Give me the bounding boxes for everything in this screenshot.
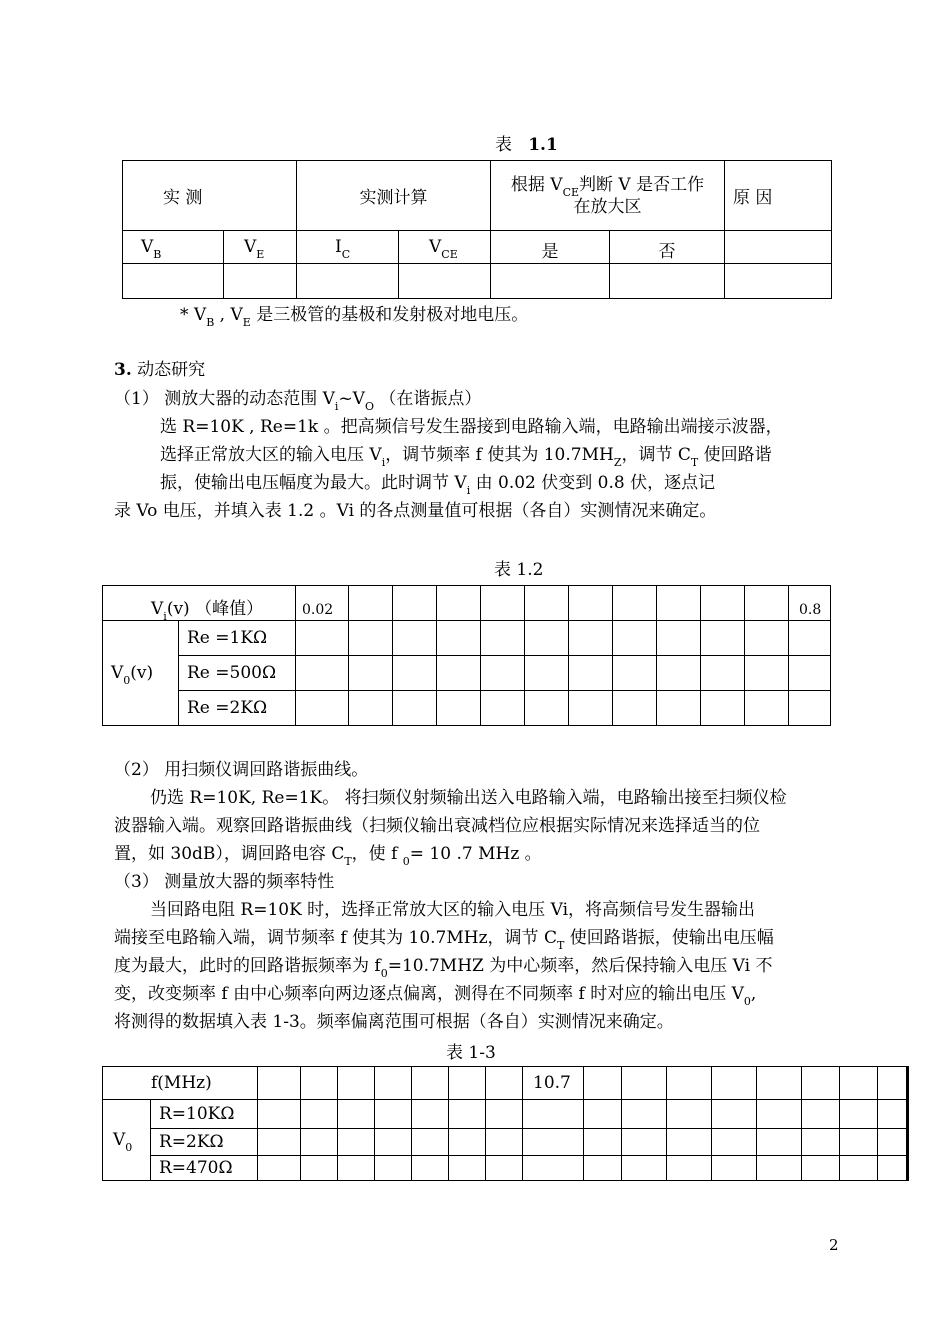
data-cell bbox=[449, 1129, 486, 1156]
vi-cell bbox=[393, 586, 437, 621]
data-cell bbox=[491, 264, 610, 299]
freq-cell bbox=[622, 1067, 667, 1100]
data-cell bbox=[523, 1156, 584, 1181]
data-cell bbox=[338, 1100, 375, 1129]
data-cell bbox=[297, 264, 399, 299]
data-cell bbox=[701, 621, 745, 656]
data-cell bbox=[667, 1156, 712, 1181]
empty-cell bbox=[725, 231, 832, 264]
part-1-line-4: 录 Vo 电压，并填入表 1.2 。Vi 的各点测量值可根据（各自）实测情况来确定。 bbox=[114, 501, 717, 521]
data-cell bbox=[584, 1100, 622, 1129]
data-cell bbox=[523, 1129, 584, 1156]
vi-cell bbox=[481, 586, 525, 621]
data-cell bbox=[399, 264, 491, 299]
header-yes: 是 bbox=[491, 231, 610, 264]
data-cell bbox=[481, 656, 525, 691]
data-cell bbox=[745, 691, 789, 726]
data-cell bbox=[301, 1129, 338, 1156]
part-1-line-1: 选 R=10K , Re=1k 。把高频信号发生器接到电路输入端，电路输出端接示波器， bbox=[160, 417, 783, 437]
data-cell bbox=[757, 1100, 802, 1129]
data-cell bbox=[840, 1156, 878, 1181]
data-cell bbox=[258, 1156, 301, 1181]
data-cell bbox=[525, 691, 569, 726]
data-cell bbox=[878, 1129, 908, 1156]
part-2-line-1: 仍选 R=10K, Re=1K。 将扫频仪射频输出送入电路输入端，电路输出接至扫频仪检 bbox=[150, 788, 787, 808]
data-cell bbox=[437, 656, 481, 691]
header-no: 否 bbox=[610, 231, 725, 264]
center-frequency: 10.7 bbox=[523, 1067, 584, 1100]
freq-cell bbox=[667, 1067, 712, 1100]
row-label-r-470: R=470Ω bbox=[151, 1156, 258, 1181]
data-cell bbox=[258, 1100, 301, 1129]
data-cell bbox=[301, 1100, 338, 1129]
header-judge: 根据 $V_{CE}$判断 V 是否工作 在放大区 bbox=[491, 161, 725, 231]
data-cell bbox=[757, 1129, 802, 1156]
header-ic: $I_C$ bbox=[297, 231, 399, 264]
part-1-line-3: 振，使输出电压幅度为最大。此时调节 $V_i$ 由 0.02 伏变到 0.8 伏，逐点记 bbox=[160, 473, 716, 497]
row-label-re-500: Re =500Ω bbox=[179, 656, 296, 691]
data-cell bbox=[745, 656, 789, 691]
data-cell bbox=[840, 1129, 878, 1156]
data-cell bbox=[569, 691, 613, 726]
vi-cell bbox=[525, 586, 569, 621]
data-cell bbox=[523, 1100, 584, 1129]
freq-cell bbox=[712, 1067, 757, 1100]
data-cell bbox=[613, 621, 657, 656]
data-cell bbox=[338, 1156, 375, 1181]
vi-first-value: 0.02 bbox=[296, 586, 349, 621]
part-2-line-2: 波器输入端。观察回路谐振曲线（扫频仪输出衰减档位应根据实际情况来选择适当的位 bbox=[114, 816, 760, 836]
table-1-1-caption: 表 1.1 bbox=[495, 135, 558, 155]
data-cell bbox=[481, 691, 525, 726]
data-cell bbox=[613, 656, 657, 691]
data-cell bbox=[712, 1156, 757, 1181]
header-ve: $V_E$ bbox=[224, 231, 297, 264]
header-vce: $V_{CE}$ bbox=[399, 231, 491, 264]
freq-cell bbox=[301, 1067, 338, 1100]
data-cell bbox=[712, 1129, 757, 1156]
data-cell bbox=[412, 1156, 449, 1181]
data-cell bbox=[657, 621, 701, 656]
data-cell bbox=[622, 1156, 667, 1181]
data-cell bbox=[613, 691, 657, 726]
freq-cell bbox=[375, 1067, 412, 1100]
freq-cell bbox=[878, 1067, 908, 1100]
freq-cell bbox=[802, 1067, 840, 1100]
data-cell bbox=[802, 1100, 840, 1129]
v0-label: $V_0(v)$ bbox=[103, 621, 179, 726]
freq-cell bbox=[840, 1067, 878, 1100]
table-1-1 bbox=[122, 160, 832, 299]
freq-cell bbox=[258, 1067, 301, 1100]
part-2-line-3: 置，如 30dB），调回路电容 $C_T$，使 f $_0$= 10 .7 MHz 。 bbox=[114, 844, 542, 868]
part-3-line-1: 当回路电阻 R=10K 时，选择正常放大区的输入电压 Vi，将高频信号发生器输出 bbox=[150, 900, 756, 920]
vi-cell bbox=[613, 586, 657, 621]
data-cell bbox=[789, 621, 831, 656]
data-cell bbox=[657, 691, 701, 726]
data-cell bbox=[375, 1100, 412, 1129]
v0-label: $V_0$ bbox=[103, 1100, 151, 1181]
table-1-2-caption: 表 1.2 bbox=[494, 560, 544, 580]
data-cell bbox=[481, 621, 525, 656]
data-cell bbox=[840, 1100, 878, 1129]
vi-cell bbox=[349, 586, 393, 621]
data-cell bbox=[449, 1156, 486, 1181]
freq-cell bbox=[449, 1067, 486, 1100]
data-cell bbox=[296, 621, 349, 656]
data-cell bbox=[802, 1129, 840, 1156]
data-cell bbox=[393, 656, 437, 691]
part-2-heading: （2） 用扫频仪调回路谐振曲线。 bbox=[114, 760, 369, 780]
data-cell bbox=[745, 621, 789, 656]
data-cell bbox=[412, 1100, 449, 1129]
vi-cell bbox=[437, 586, 481, 621]
freq-cell bbox=[338, 1067, 375, 1100]
vi-cell bbox=[569, 586, 613, 621]
data-cell bbox=[569, 656, 613, 691]
data-cell bbox=[349, 656, 393, 691]
part-3-line-2: 端接至电路输入端，调节频率 f 使其为 10.7MHz，调节 $C_T$ 使回路谐振，使输出电压幅 bbox=[114, 928, 774, 952]
row-label-r-10k: R=10KΩ bbox=[151, 1100, 258, 1129]
data-cell bbox=[584, 1129, 622, 1156]
header-vb: $V_B$ bbox=[123, 231, 224, 264]
vi-peak-header: $V_i(v)$ （峰值） bbox=[103, 586, 296, 621]
data-cell bbox=[349, 691, 393, 726]
data-cell bbox=[622, 1100, 667, 1129]
data-cell bbox=[412, 1129, 449, 1156]
vi-cell bbox=[657, 586, 701, 621]
data-cell bbox=[296, 656, 349, 691]
table-1-3-caption: 表 1-3 bbox=[446, 1043, 496, 1063]
part-2-block bbox=[114, 756, 842, 868]
data-cell bbox=[569, 621, 613, 656]
data-cell bbox=[610, 264, 725, 299]
data-cell bbox=[584, 1156, 622, 1181]
vi-last-value: 0.8 bbox=[789, 586, 831, 621]
data-cell bbox=[789, 691, 831, 726]
data-cell bbox=[486, 1100, 523, 1129]
part-1-block bbox=[114, 385, 842, 525]
data-cell bbox=[301, 1156, 338, 1181]
data-cell bbox=[657, 656, 701, 691]
data-cell bbox=[757, 1156, 802, 1181]
header-calculated: 实测计算 bbox=[297, 161, 491, 231]
data-cell bbox=[878, 1156, 908, 1181]
vi-cell bbox=[745, 586, 789, 621]
table-1-3 bbox=[102, 1066, 909, 1181]
vi-cell bbox=[701, 586, 745, 621]
header-reason: 原 因 bbox=[725, 161, 832, 231]
data-cell bbox=[375, 1156, 412, 1181]
data-cell bbox=[525, 656, 569, 691]
part-3-line-5: 将测得的数据填入表 1-3。频率偏离范围可根据（各自）实测情况来确定。 bbox=[114, 1012, 674, 1032]
freq-header: f(MHz) bbox=[103, 1067, 258, 1100]
data-cell bbox=[725, 264, 832, 299]
freq-cell bbox=[584, 1067, 622, 1100]
data-cell bbox=[622, 1129, 667, 1156]
page-number: 2 bbox=[829, 1236, 839, 1254]
part-3-line-3: 度为最大，此时的回路谐振频率为 $f_0=10.7MHZ$ 为中心频率，然后保持输入电压 Vi 不 bbox=[114, 956, 773, 980]
data-cell bbox=[667, 1100, 712, 1129]
data-cell bbox=[525, 621, 569, 656]
data-cell bbox=[393, 691, 437, 726]
data-cell bbox=[349, 621, 393, 656]
table-1-2 bbox=[102, 585, 831, 726]
data-cell bbox=[437, 691, 481, 726]
data-cell bbox=[449, 1100, 486, 1129]
row-label-r-2k: R=2KΩ bbox=[151, 1129, 258, 1156]
data-cell bbox=[701, 656, 745, 691]
freq-cell bbox=[757, 1067, 802, 1100]
data-cell bbox=[486, 1156, 523, 1181]
row-label-re-1k: Re =1KΩ bbox=[179, 621, 296, 656]
freq-cell bbox=[412, 1067, 449, 1100]
part-1-heading: （1） 测放大器的动态范围 $V_i\sim V_O$ （在谐振点） bbox=[114, 389, 482, 413]
part-3-heading: （3） 测量放大器的频率特性 bbox=[114, 872, 335, 892]
data-cell bbox=[789, 656, 831, 691]
data-cell bbox=[802, 1156, 840, 1181]
data-cell bbox=[878, 1100, 908, 1129]
data-cell bbox=[375, 1129, 412, 1156]
data-cell bbox=[701, 691, 745, 726]
data-cell bbox=[258, 1129, 301, 1156]
data-cell bbox=[667, 1129, 712, 1156]
section-3-heading: 3. 动态研究 bbox=[114, 360, 206, 380]
data-cell bbox=[486, 1129, 523, 1156]
row-label-re-2k: Re =2KΩ bbox=[179, 691, 296, 726]
part-3-block bbox=[114, 868, 842, 1036]
data-cell bbox=[712, 1100, 757, 1129]
data-cell bbox=[123, 264, 224, 299]
header-measured: 实 测 bbox=[123, 161, 297, 231]
data-cell bbox=[338, 1129, 375, 1156]
part-1-line-2: 选择正常放大区的输入电压 $V_i$，调节频率 f 使其为 $10.7MH_Z$，调节 $C_T$ 使回路谐 bbox=[160, 445, 772, 469]
data-cell bbox=[437, 621, 481, 656]
table-1-1-note: * $V_B$ , $V_E$ 是三极管的基极和发射极对地电压。 bbox=[180, 305, 529, 329]
data-cell bbox=[224, 264, 297, 299]
data-cell bbox=[393, 621, 437, 656]
part-3-line-4: 变，改变频率 f 由中心频率向两边逐点偏离，测得在不同频率 f 时对应的输出电压 $V_0$, bbox=[114, 984, 757, 1008]
freq-cell bbox=[486, 1067, 523, 1100]
data-cell bbox=[296, 691, 349, 726]
